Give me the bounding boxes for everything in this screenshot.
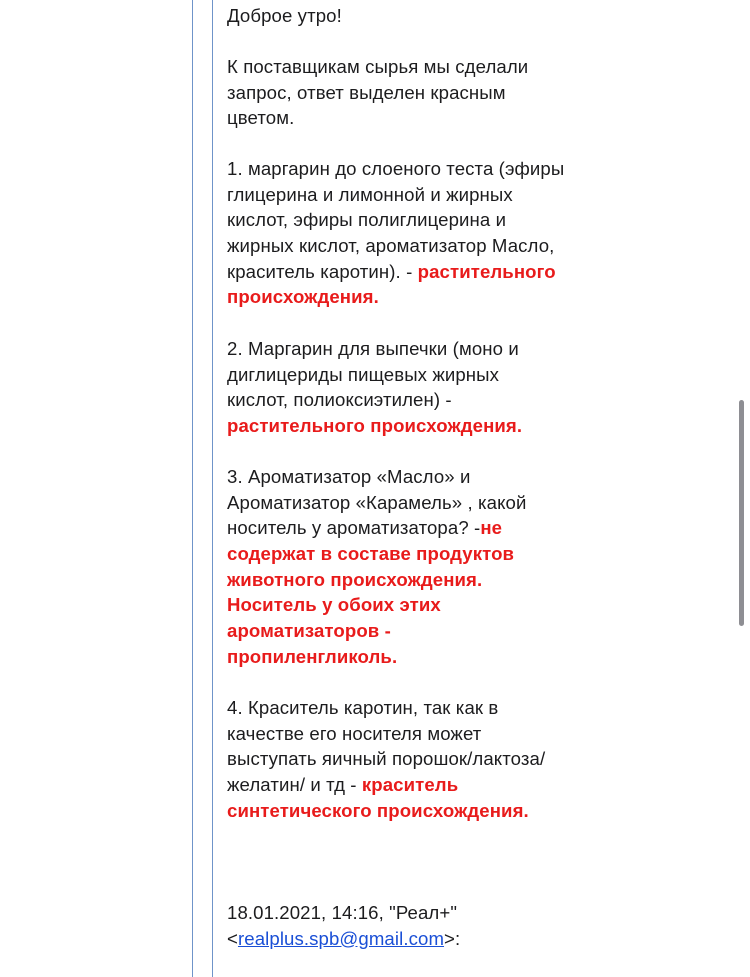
item-1-line: кислот, эфиры полиглицерина и bbox=[227, 209, 507, 231]
email-close-bracket: >: bbox=[444, 927, 461, 949]
scrollbar[interactable] bbox=[739, 400, 744, 626]
quote-date-sender: 18.01.2021, 14:16, "Реал+" bbox=[227, 902, 458, 923]
intro-line: цветом. bbox=[227, 107, 295, 129]
item-3-line: 3. Ароматизатор «Масло» и bbox=[227, 466, 471, 487]
item-1-line-mixed bbox=[227, 259, 564, 285]
intro-paragraph bbox=[227, 54, 528, 131]
item-1-answer-start: растительного bbox=[417, 260, 556, 282]
item-1-line: жирных кислот, ароматизатор Масло, bbox=[227, 235, 555, 257]
intro-line: запрос, ответ выделен красным bbox=[227, 81, 506, 103]
item-3-last-plain: носитель у ароматизатора? - bbox=[227, 517, 481, 539]
item-3-paragraph bbox=[227, 464, 526, 670]
quote-bar-outer bbox=[192, 0, 193, 977]
item-4-answer-start: краситель bbox=[361, 774, 459, 796]
item-1-line: 1. маргарин до слоеного теста (эфиры bbox=[227, 158, 565, 179]
item-3-answer-line: ароматизаторов - bbox=[227, 620, 391, 642]
greeting-text: Доброе утро! bbox=[227, 5, 342, 26]
item-2-line: кислот, полиоксиэтилен) - bbox=[227, 389, 452, 411]
quote-email-line bbox=[227, 926, 460, 952]
quote-bar-inner bbox=[212, 0, 213, 977]
item-4-line-mixed bbox=[227, 772, 545, 798]
item-4-line: качестве его носителя может bbox=[227, 722, 482, 744]
item-3-answer-line: Носитель у обоих этих bbox=[227, 594, 441, 616]
item-3-answer-line: животного происхождения. bbox=[227, 568, 483, 590]
item-4-line: выступать яичный порошок/лактоза/ bbox=[227, 748, 546, 770]
email-open-bracket: < bbox=[227, 927, 238, 949]
item-1-last-plain: краситель каротин). - bbox=[227, 260, 418, 282]
greeting bbox=[227, 3, 342, 29]
item-1-paragraph bbox=[227, 156, 564, 310]
item-4-line: 4. Краситель каротин, так как в bbox=[227, 697, 499, 718]
quote-header bbox=[227, 900, 460, 951]
item-2-line: диглицериды пищевых жирных bbox=[227, 363, 500, 385]
item-1-line: глицерина и лимонной и жирных bbox=[227, 183, 513, 205]
item-2-line: 2. Маргарин для выпечки (моно и bbox=[227, 338, 519, 359]
item-3-answer-line: пропиленгликоль. bbox=[227, 645, 398, 667]
intro-line: К поставщикам сырья мы сделали bbox=[227, 56, 529, 77]
item-4-answer-rest: синтетического происхождения. bbox=[227, 799, 529, 821]
item-2-paragraph bbox=[227, 336, 522, 439]
item-4-last-plain: желатин/ и тд - bbox=[227, 774, 362, 796]
item-3-line-mixed bbox=[227, 515, 526, 541]
item-3-line: Ароматизатор «Карамель» , какой bbox=[227, 491, 527, 513]
item-1-answer-rest: происхождения. bbox=[227, 286, 379, 308]
item-2-answer: растительного происхождения. bbox=[227, 415, 523, 437]
item-3-answer-line: содержат в составе продуктов bbox=[227, 543, 515, 565]
item-4-paragraph bbox=[227, 695, 545, 823]
sender-email-link[interactable]: realplus.spb@gmail.com bbox=[237, 927, 445, 949]
item-3-answer-start: не bbox=[480, 517, 503, 539]
